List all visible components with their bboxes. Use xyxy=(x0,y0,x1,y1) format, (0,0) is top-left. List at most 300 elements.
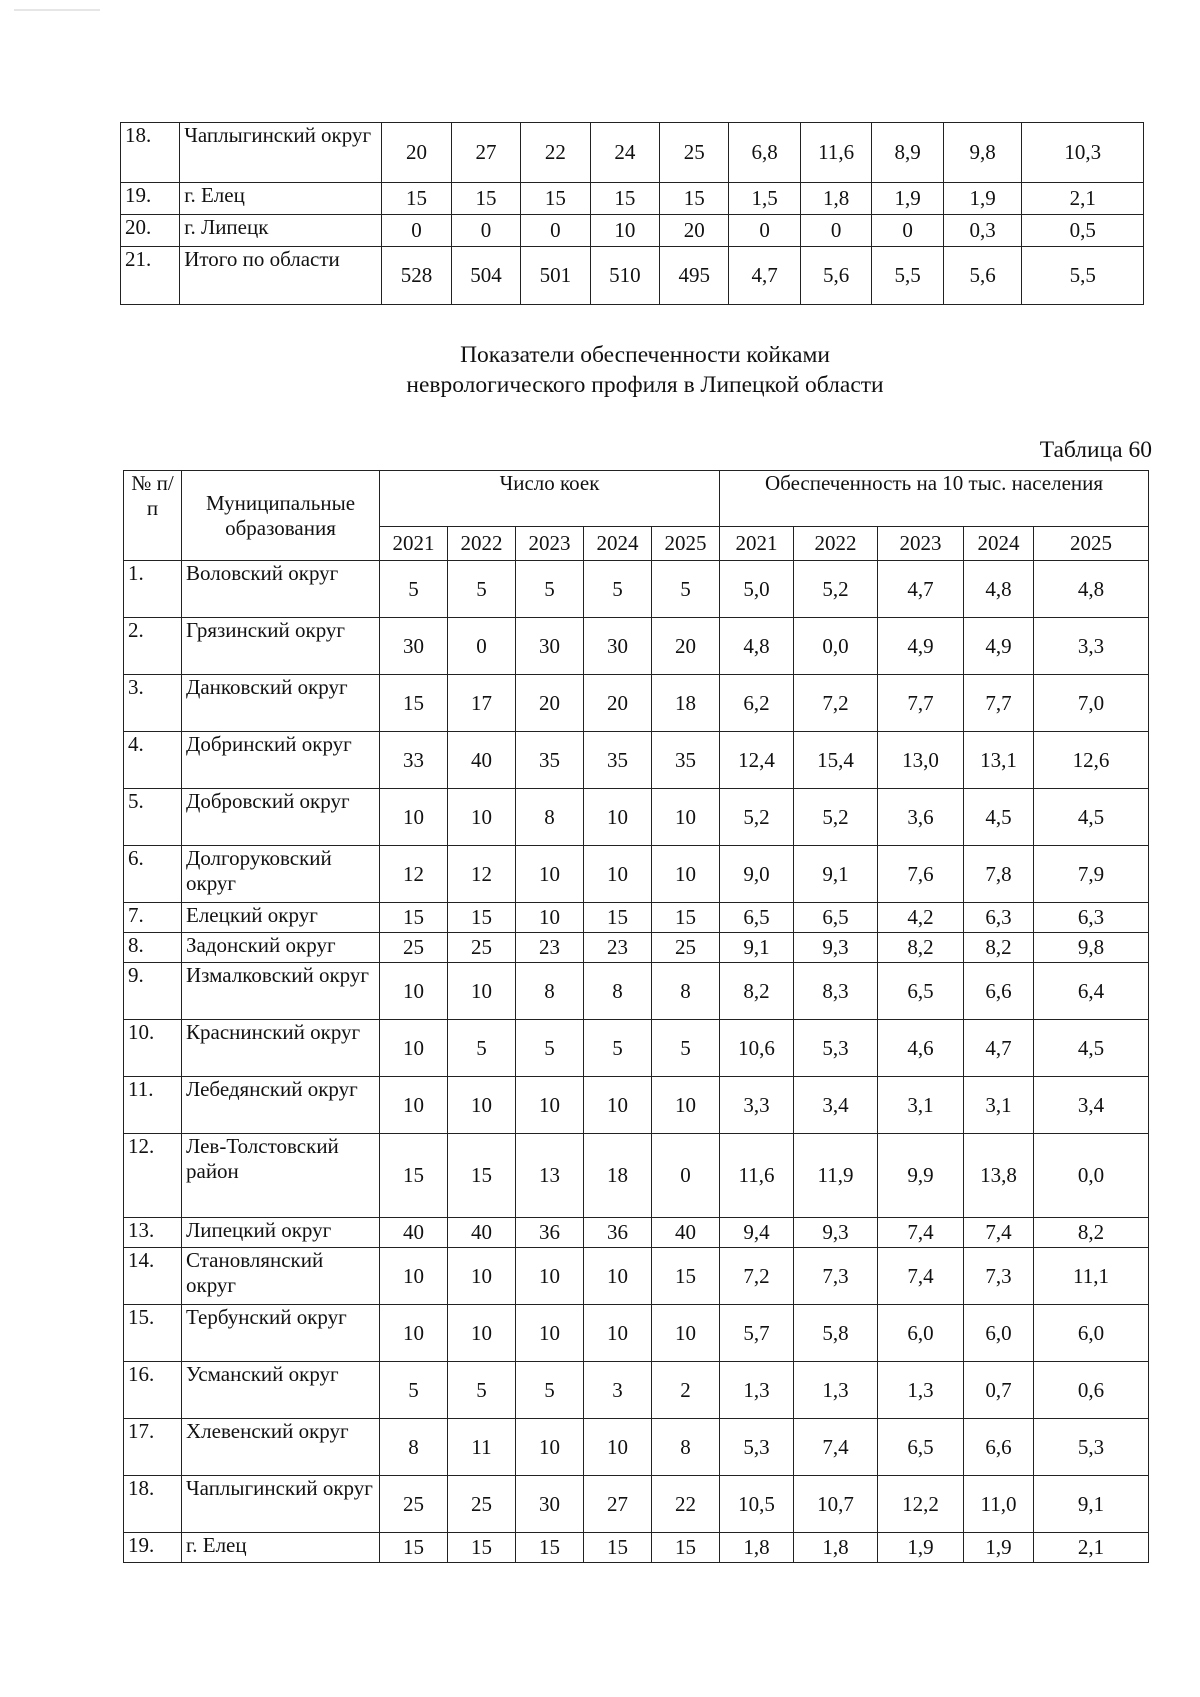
municipality-name: Чаплыгинский округ xyxy=(180,123,382,183)
beds-count-cell: 5 xyxy=(652,561,720,618)
table-title-line-1: Показатели обеспеченности койками xyxy=(460,342,830,368)
municipality-name: Тербунский округ xyxy=(182,1305,380,1362)
rate-cell: 8,2 xyxy=(878,933,964,963)
rate-cell: 5,7 xyxy=(720,1305,794,1362)
beds-count-cell: 40 xyxy=(652,1218,720,1248)
rate-cell: 9,9 xyxy=(878,1134,964,1218)
beds-count-cell: 30 xyxy=(516,618,584,675)
beds-count-cell: 40 xyxy=(448,732,516,789)
beds-count-cell: 17 xyxy=(448,675,516,732)
beds-count-cell: 15 xyxy=(382,183,451,215)
beds-count-cell: 15 xyxy=(451,183,520,215)
rate-cell: 7,8 xyxy=(964,846,1034,903)
rate-cell: 7,3 xyxy=(964,1248,1034,1305)
beds-count-cell: 5 xyxy=(516,1362,584,1419)
beds-count-cell: 15 xyxy=(380,1134,448,1218)
municipality-name: г. Елец xyxy=(182,1533,380,1563)
row-number: 4. xyxy=(124,732,182,789)
municipality-name: Данковский округ xyxy=(182,675,380,732)
rate-cell: 0,5 xyxy=(1022,215,1144,247)
beds-count-cell: 10 xyxy=(584,1419,652,1476)
rate-cell: 7,2 xyxy=(720,1248,794,1305)
rate-cell: 6,5 xyxy=(878,963,964,1020)
rate-cell: 4,9 xyxy=(878,618,964,675)
beds-count-cell: 10 xyxy=(584,789,652,846)
rate-cell: 0,0 xyxy=(1034,1134,1149,1218)
rate-cell: 5,6 xyxy=(943,247,1022,305)
beds-count-cell: 15 xyxy=(380,1533,448,1563)
rate-cell: 5,3 xyxy=(720,1419,794,1476)
beds-count-cell: 10 xyxy=(516,903,584,933)
beds-count-cell: 10 xyxy=(584,846,652,903)
beds-count-cell: 15 xyxy=(448,1533,516,1563)
rate-cell: 2,1 xyxy=(1022,183,1144,215)
beds-count-cell: 3 xyxy=(584,1362,652,1419)
beds-count-cell: 5 xyxy=(584,1020,652,1077)
table-row xyxy=(124,1362,1149,1419)
row-number: 6. xyxy=(124,846,182,903)
beds-count-cell: 5 xyxy=(448,1362,516,1419)
year-header-beds: 2025 xyxy=(652,527,720,561)
beds-count-cell: 10 xyxy=(380,1248,448,1305)
year-header-beds: 2023 xyxy=(516,527,584,561)
rate-cell: 4,6 xyxy=(878,1020,964,1077)
municipality-name: Липецкий округ xyxy=(182,1218,380,1248)
beds-count-cell: 528 xyxy=(382,247,451,305)
rate-cell: 5,6 xyxy=(800,247,871,305)
table-neurology-beds xyxy=(123,470,1149,1563)
rate-cell: 4,9 xyxy=(964,618,1034,675)
rate-cell: 6,5 xyxy=(794,903,878,933)
beds-count-cell: 15 xyxy=(590,183,659,215)
beds-count-cell: 15 xyxy=(448,903,516,933)
header-municipality: Муниципальные образования xyxy=(182,471,380,561)
municipality-name: Хлевенский округ xyxy=(182,1419,380,1476)
municipality-name: Долгоруковский округ xyxy=(182,846,380,903)
rate-cell: 1,9 xyxy=(964,1533,1034,1563)
rate-cell: 9,1 xyxy=(1034,1476,1149,1533)
table-row xyxy=(121,215,1144,247)
rate-cell: 11,0 xyxy=(964,1476,1034,1533)
rate-cell: 3,1 xyxy=(878,1077,964,1134)
rate-cell: 9,1 xyxy=(720,933,794,963)
rate-cell: 1,5 xyxy=(729,183,800,215)
rate-cell: 5,2 xyxy=(794,789,878,846)
beds-count-cell: 10 xyxy=(380,963,448,1020)
beds-count-cell: 10 xyxy=(448,963,516,1020)
rate-cell: 4,8 xyxy=(1034,561,1149,618)
row-number: 13. xyxy=(124,1218,182,1248)
rate-cell: 3,3 xyxy=(1034,618,1149,675)
table-row xyxy=(121,183,1144,215)
rate-cell: 8,2 xyxy=(1034,1218,1149,1248)
beds-count-cell: 10 xyxy=(380,1305,448,1362)
rate-cell: 0 xyxy=(729,215,800,247)
rate-cell: 9,3 xyxy=(794,1218,878,1248)
rate-cell: 12,2 xyxy=(878,1476,964,1533)
rate-cell: 6,3 xyxy=(1034,903,1149,933)
table-row xyxy=(124,933,1149,963)
table-row xyxy=(124,1533,1149,1563)
rate-cell: 4,5 xyxy=(1034,789,1149,846)
beds-count-cell: 25 xyxy=(652,933,720,963)
header-rate-group: Обеспеченность на 10 тыс. населения xyxy=(720,471,1149,527)
rate-cell: 5,3 xyxy=(1034,1419,1149,1476)
table-row xyxy=(124,963,1149,1020)
municipality-name: Итого по области xyxy=(180,247,382,305)
row-number: 21. xyxy=(121,247,180,305)
table-row xyxy=(124,732,1149,789)
rate-cell: 10,7 xyxy=(794,1476,878,1533)
rate-cell: 6,8 xyxy=(729,123,800,183)
municipality-name: Добринский округ xyxy=(182,732,380,789)
beds-count-cell: 15 xyxy=(380,903,448,933)
beds-count-cell: 5 xyxy=(584,561,652,618)
rate-cell: 4,2 xyxy=(878,903,964,933)
rate-cell: 7,4 xyxy=(878,1248,964,1305)
beds-count-cell: 22 xyxy=(652,1476,720,1533)
beds-count-cell: 5 xyxy=(380,1362,448,1419)
table-row xyxy=(124,1248,1149,1305)
beds-count-cell: 0 xyxy=(448,618,516,675)
beds-count-cell: 15 xyxy=(652,1533,720,1563)
beds-count-cell: 5 xyxy=(448,1020,516,1077)
table-row xyxy=(124,618,1149,675)
rate-cell: 6,0 xyxy=(1034,1305,1149,1362)
beds-count-cell: 10 xyxy=(448,789,516,846)
beds-count-cell: 24 xyxy=(590,123,659,183)
table-row xyxy=(124,1419,1149,1476)
rate-cell: 5,2 xyxy=(720,789,794,846)
beds-count-cell: 12 xyxy=(380,846,448,903)
rate-cell: 6,2 xyxy=(720,675,794,732)
beds-count-cell: 10 xyxy=(652,789,720,846)
beds-count-cell: 18 xyxy=(584,1134,652,1218)
rate-cell: 6,6 xyxy=(964,1419,1034,1476)
beds-count-cell: 5 xyxy=(448,561,516,618)
rate-cell: 7,9 xyxy=(1034,846,1149,903)
rate-cell: 6,3 xyxy=(964,903,1034,933)
rate-cell: 7,4 xyxy=(794,1419,878,1476)
rate-cell: 7,0 xyxy=(1034,675,1149,732)
rate-cell: 9,1 xyxy=(794,846,878,903)
row-number: 9. xyxy=(124,963,182,1020)
beds-count-cell: 35 xyxy=(516,732,584,789)
rate-cell: 4,8 xyxy=(720,618,794,675)
beds-count-cell: 10 xyxy=(380,1077,448,1134)
rate-cell: 4,7 xyxy=(729,247,800,305)
beds-count-cell: 504 xyxy=(451,247,520,305)
rate-cell: 9,4 xyxy=(720,1218,794,1248)
beds-count-cell: 15 xyxy=(652,1248,720,1305)
rate-cell: 7,3 xyxy=(794,1248,878,1305)
beds-count-cell: 35 xyxy=(584,732,652,789)
rate-cell: 1,8 xyxy=(794,1533,878,1563)
rate-cell: 1,9 xyxy=(878,1533,964,1563)
rate-cell: 11,6 xyxy=(720,1134,794,1218)
beds-count-cell: 30 xyxy=(516,1476,584,1533)
rate-cell: 1,9 xyxy=(943,183,1022,215)
beds-count-cell: 35 xyxy=(652,732,720,789)
rate-cell: 7,2 xyxy=(794,675,878,732)
beds-count-cell: 10 xyxy=(516,846,584,903)
page-corner-mark xyxy=(14,9,100,11)
beds-count-cell: 0 xyxy=(382,215,451,247)
beds-count-cell: 510 xyxy=(590,247,659,305)
rate-cell: 2,1 xyxy=(1034,1533,1149,1563)
rate-cell: 6,0 xyxy=(878,1305,964,1362)
row-number: 14. xyxy=(124,1248,182,1305)
table-row xyxy=(124,675,1149,732)
rate-cell: 4,5 xyxy=(964,789,1034,846)
table-row xyxy=(124,1134,1149,1218)
rate-cell: 3,1 xyxy=(964,1077,1034,1134)
row-number: 10. xyxy=(124,1020,182,1077)
beds-count-cell: 30 xyxy=(380,618,448,675)
beds-count-cell: 10 xyxy=(516,1248,584,1305)
rate-cell: 1,9 xyxy=(872,183,943,215)
beds-count-cell: 5 xyxy=(516,1020,584,1077)
table-row xyxy=(124,1218,1149,1248)
beds-count-cell: 15 xyxy=(516,1533,584,1563)
table-row xyxy=(124,903,1149,933)
beds-count-cell: 18 xyxy=(652,675,720,732)
row-number: 18. xyxy=(121,123,180,183)
year-header-rate: 2025 xyxy=(1034,527,1149,561)
row-number: 3. xyxy=(124,675,182,732)
table-row xyxy=(124,561,1149,618)
municipality-name: Измалковский округ xyxy=(182,963,380,1020)
beds-count-cell: 20 xyxy=(584,675,652,732)
row-number: 11. xyxy=(124,1077,182,1134)
beds-count-cell: 10 xyxy=(448,1305,516,1362)
beds-count-cell: 10 xyxy=(652,846,720,903)
beds-count-cell: 10 xyxy=(652,1077,720,1134)
year-header-rate: 2022 xyxy=(794,527,878,561)
beds-count-cell: 15 xyxy=(584,903,652,933)
table-row xyxy=(124,1476,1149,1533)
municipality-name: Грязинский округ xyxy=(182,618,380,675)
rate-cell: 3,3 xyxy=(720,1077,794,1134)
beds-count-cell: 15 xyxy=(521,183,590,215)
beds-count-cell: 15 xyxy=(660,183,729,215)
beds-count-cell: 20 xyxy=(382,123,451,183)
rate-cell: 8,9 xyxy=(872,123,943,183)
rate-cell: 5,5 xyxy=(1022,247,1144,305)
rate-cell: 11,9 xyxy=(794,1134,878,1218)
municipality-name: г. Елец xyxy=(180,183,382,215)
municipality-name: Задонский округ xyxy=(182,933,380,963)
rate-cell: 7,4 xyxy=(878,1218,964,1248)
rate-cell: 12,6 xyxy=(1034,732,1149,789)
rate-cell: 10,6 xyxy=(720,1020,794,1077)
municipality-name: Воловский округ xyxy=(182,561,380,618)
rate-cell: 4,7 xyxy=(964,1020,1034,1077)
beds-count-cell: 5 xyxy=(652,1020,720,1077)
beds-count-cell: 0 xyxy=(451,215,520,247)
rate-cell: 4,8 xyxy=(964,561,1034,618)
rate-cell: 9,8 xyxy=(1034,933,1149,963)
table-caption: Таблица 60 xyxy=(1039,437,1152,463)
beds-count-cell: 8 xyxy=(516,963,584,1020)
beds-count-cell: 0 xyxy=(521,215,590,247)
beds-count-cell: 23 xyxy=(584,933,652,963)
municipality-name: Становлянский округ xyxy=(182,1248,380,1305)
header-beds-group: Число коек xyxy=(380,471,720,527)
year-header-beds: 2022 xyxy=(448,527,516,561)
beds-count-cell: 5 xyxy=(516,561,584,618)
beds-count-cell: 25 xyxy=(380,1476,448,1533)
table-row xyxy=(124,1020,1149,1077)
municipality-name: Чаплыгинский округ xyxy=(182,1476,380,1533)
row-number: 12. xyxy=(124,1134,182,1218)
beds-count-cell: 501 xyxy=(521,247,590,305)
rate-cell: 0 xyxy=(872,215,943,247)
rate-cell: 5,2 xyxy=(794,561,878,618)
beds-count-cell: 10 xyxy=(448,1077,516,1134)
table-row xyxy=(124,1077,1149,1134)
rate-cell: 0,6 xyxy=(1034,1362,1149,1419)
rate-cell: 4,5 xyxy=(1034,1020,1149,1077)
rate-cell: 13,1 xyxy=(964,732,1034,789)
beds-count-cell: 25 xyxy=(448,1476,516,1533)
beds-count-cell: 40 xyxy=(380,1218,448,1248)
beds-count-cell: 10 xyxy=(516,1419,584,1476)
row-number: 19. xyxy=(124,1533,182,1563)
rate-cell: 6,5 xyxy=(720,903,794,933)
municipality-name: Краснинский округ xyxy=(182,1020,380,1077)
rate-cell: 6,6 xyxy=(964,963,1034,1020)
beds-count-cell: 15 xyxy=(448,1134,516,1218)
rate-cell: 9,8 xyxy=(943,123,1022,183)
beds-count-cell: 2 xyxy=(652,1362,720,1419)
beds-count-cell: 10 xyxy=(516,1077,584,1134)
beds-count-cell: 15 xyxy=(380,675,448,732)
beds-count-cell: 8 xyxy=(380,1419,448,1476)
rate-cell: 9,3 xyxy=(794,933,878,963)
rate-cell: 5,0 xyxy=(720,561,794,618)
rate-cell: 0,0 xyxy=(794,618,878,675)
municipality-name: Лебедянский округ xyxy=(182,1077,380,1134)
rate-cell: 7,7 xyxy=(878,675,964,732)
beds-count-cell: 10 xyxy=(584,1248,652,1305)
beds-count-cell: 20 xyxy=(652,618,720,675)
beds-count-cell: 20 xyxy=(516,675,584,732)
row-number: 18. xyxy=(124,1476,182,1533)
rate-cell: 5,5 xyxy=(872,247,943,305)
row-number: 15. xyxy=(124,1305,182,1362)
beds-count-cell: 10 xyxy=(590,215,659,247)
beds-count-cell: 25 xyxy=(448,933,516,963)
rate-cell: 9,0 xyxy=(720,846,794,903)
beds-count-cell: 23 xyxy=(516,933,584,963)
rate-cell: 8,2 xyxy=(720,963,794,1020)
beds-count-cell: 10 xyxy=(584,1305,652,1362)
table-top-continuation xyxy=(120,122,1144,305)
beds-count-cell: 27 xyxy=(584,1476,652,1533)
beds-count-cell: 12 xyxy=(448,846,516,903)
rate-cell: 11,1 xyxy=(1034,1248,1149,1305)
beds-count-cell: 10 xyxy=(652,1305,720,1362)
beds-count-cell: 8 xyxy=(652,1419,720,1476)
rate-cell: 7,6 xyxy=(878,846,964,903)
rate-cell: 6,4 xyxy=(1034,963,1149,1020)
beds-count-cell: 36 xyxy=(584,1218,652,1248)
beds-count-cell: 20 xyxy=(660,215,729,247)
table-row xyxy=(124,846,1149,903)
beds-count-cell: 11 xyxy=(448,1419,516,1476)
rate-cell: 7,7 xyxy=(964,675,1034,732)
rate-cell: 3,6 xyxy=(878,789,964,846)
rate-cell: 7,4 xyxy=(964,1218,1034,1248)
beds-count-cell: 10 xyxy=(516,1305,584,1362)
beds-count-cell: 36 xyxy=(516,1218,584,1248)
year-header-rate: 2024 xyxy=(964,527,1034,561)
rate-cell: 11,6 xyxy=(800,123,871,183)
beds-count-cell: 13 xyxy=(516,1134,584,1218)
rate-cell: 1,8 xyxy=(720,1533,794,1563)
table-row xyxy=(121,247,1144,305)
rate-cell: 1,3 xyxy=(794,1362,878,1419)
rate-cell: 8,3 xyxy=(794,963,878,1020)
beds-count-cell: 10 xyxy=(380,1020,448,1077)
beds-count-cell: 8 xyxy=(652,963,720,1020)
table-title-line-2: неврологического профиля в Липецкой области xyxy=(406,372,884,398)
municipality-name: Елецкий округ xyxy=(182,903,380,933)
rate-cell: 1,8 xyxy=(800,183,871,215)
table-row xyxy=(124,1305,1149,1362)
beds-count-cell: 22 xyxy=(521,123,590,183)
table-title xyxy=(0,340,1200,400)
beds-count-cell: 10 xyxy=(448,1248,516,1305)
table-row xyxy=(124,789,1149,846)
rate-cell: 10,5 xyxy=(720,1476,794,1533)
municipality-name: Усманский округ xyxy=(182,1362,380,1419)
beds-count-cell: 495 xyxy=(660,247,729,305)
rate-cell: 4,7 xyxy=(878,561,964,618)
beds-count-cell: 30 xyxy=(584,618,652,675)
rate-cell: 13,0 xyxy=(878,732,964,789)
year-header-rate: 2023 xyxy=(878,527,964,561)
municipality-name: Лев-Толстовский район xyxy=(182,1134,380,1218)
row-number: 16. xyxy=(124,1362,182,1419)
rate-cell: 0,7 xyxy=(964,1362,1034,1419)
beds-count-cell: 40 xyxy=(448,1218,516,1248)
beds-count-cell: 10 xyxy=(380,789,448,846)
rate-cell: 1,3 xyxy=(878,1362,964,1419)
beds-count-cell: 10 xyxy=(584,1077,652,1134)
beds-count-cell: 8 xyxy=(584,963,652,1020)
rate-cell: 6,0 xyxy=(964,1305,1034,1362)
row-number: 2. xyxy=(124,618,182,675)
beds-count-cell: 15 xyxy=(584,1533,652,1563)
table-row xyxy=(121,123,1144,183)
beds-count-cell: 0 xyxy=(652,1134,720,1218)
rate-cell: 3,4 xyxy=(794,1077,878,1134)
row-number: 7. xyxy=(124,903,182,933)
row-number: 17. xyxy=(124,1419,182,1476)
rate-cell: 1,3 xyxy=(720,1362,794,1419)
rate-cell: 0,3 xyxy=(943,215,1022,247)
row-number: 20. xyxy=(121,215,180,247)
beds-count-cell: 25 xyxy=(380,933,448,963)
year-header-beds: 2024 xyxy=(584,527,652,561)
row-number: 19. xyxy=(121,183,180,215)
beds-count-cell: 15 xyxy=(652,903,720,933)
beds-count-cell: 33 xyxy=(380,732,448,789)
rate-cell: 10,3 xyxy=(1022,123,1144,183)
rate-cell: 5,8 xyxy=(794,1305,878,1362)
